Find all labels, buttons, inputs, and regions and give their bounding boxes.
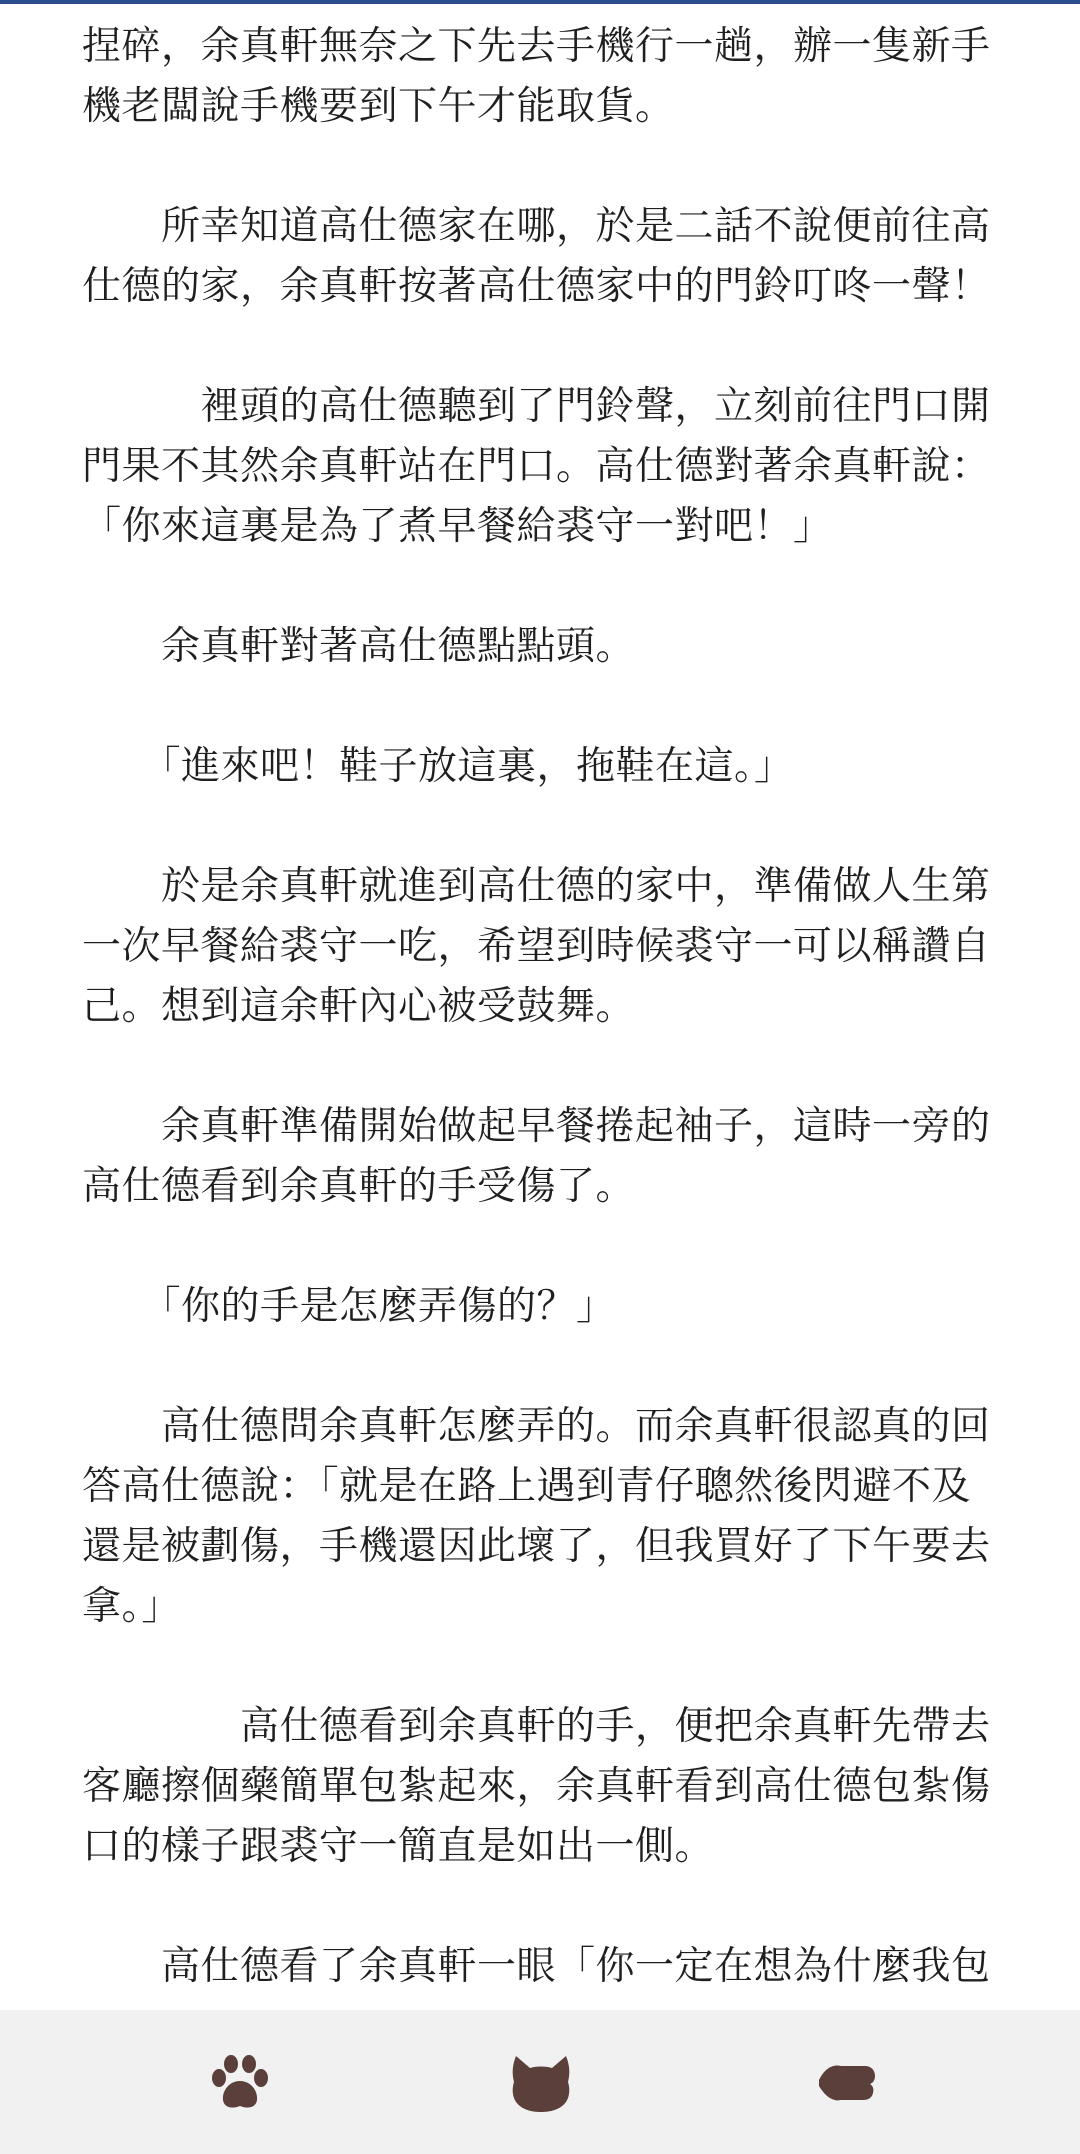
paragraph-spacer xyxy=(82,1877,1002,1937)
paragraph-spacer xyxy=(82,1637,1002,1697)
paragraph: 余真軒對著高仕德點點頭。 xyxy=(82,624,636,669)
cat-button[interactable] xyxy=(501,2048,581,2118)
paragraph-spacer xyxy=(82,1037,1002,1097)
paw-icon xyxy=(209,2054,271,2112)
paragraph-spacer xyxy=(82,1217,1002,1277)
back-button[interactable] xyxy=(806,2048,886,2118)
paragraph-spacer xyxy=(82,1337,1002,1397)
paw-button[interactable] xyxy=(200,2048,280,2118)
paragraph: 高仕德看了余真軒一眼「你一定在想為什麼我包 xyxy=(82,1944,991,1989)
paragraph-spacer xyxy=(82,557,1002,617)
paragraph: 高仕德看到余真軒的手，便把余真軒先帶去客廳擦個藥簡單包紮起來，余真軒看到高仕德包紮傷口的樣子跟裘守一簡直是如出一側。 xyxy=(82,1704,991,1869)
paragraph: 余真軒準備開始做起早餐捲起袖子，這時一旁的高仕德看到余真軒的手受傷了。 xyxy=(82,1104,991,1209)
paragraph-spacer xyxy=(82,677,1002,737)
cat-head-icon xyxy=(510,2052,572,2114)
bottom-navigation-bar xyxy=(0,2010,1080,2154)
paragraph: 於是余真軒就進到高仕德的家中，準備做人生第一次早餐給裘守一吃，希望到時候裘守一可以稱讚自己。想到這余軒內心被受鼓舞。 xyxy=(82,864,991,1029)
top-edge-strip xyxy=(0,0,1080,4)
back-arrow-icon xyxy=(815,2058,877,2108)
paragraph: 捏碎，余真軒無奈之下先去手機行一趟，辦一隻新手機老闆說手機要到下午才能取貨。 xyxy=(82,24,991,129)
article-body[interactable] xyxy=(82,17,1002,2007)
paragraph: 所幸知道高仕德家在哪，於是二話不說便前往高仕德的家，余真軒按著高仕德家中的門鈴叮咚一聲！ xyxy=(82,204,991,309)
paragraph-spacer xyxy=(82,797,1002,857)
paragraph: 「你的手是怎麼弄傷的？」 xyxy=(82,1284,616,1329)
paragraph: 「進來吧！鞋子放這裏，拖鞋在這。」 xyxy=(82,744,794,789)
paragraph-spacer xyxy=(82,317,1002,377)
paragraph: 高仕德問余真軒怎麼弄的。而余真軒很認真的回答高仕德說：「就是在路上遇到青仔聰然後閃避不及還是被劃傷，手機還因此壞了，但我買好了下午要去拿。」 xyxy=(82,1404,991,1629)
paragraph-spacer xyxy=(82,137,1002,197)
paragraph: 裡頭的高仕德聽到了門鈴聲，立刻前往門口開門果不其然余真軒站在門口。高仕德對著余真軒說：「你來這裏是為了煮早餐給裘守一對吧！」 xyxy=(82,384,991,549)
